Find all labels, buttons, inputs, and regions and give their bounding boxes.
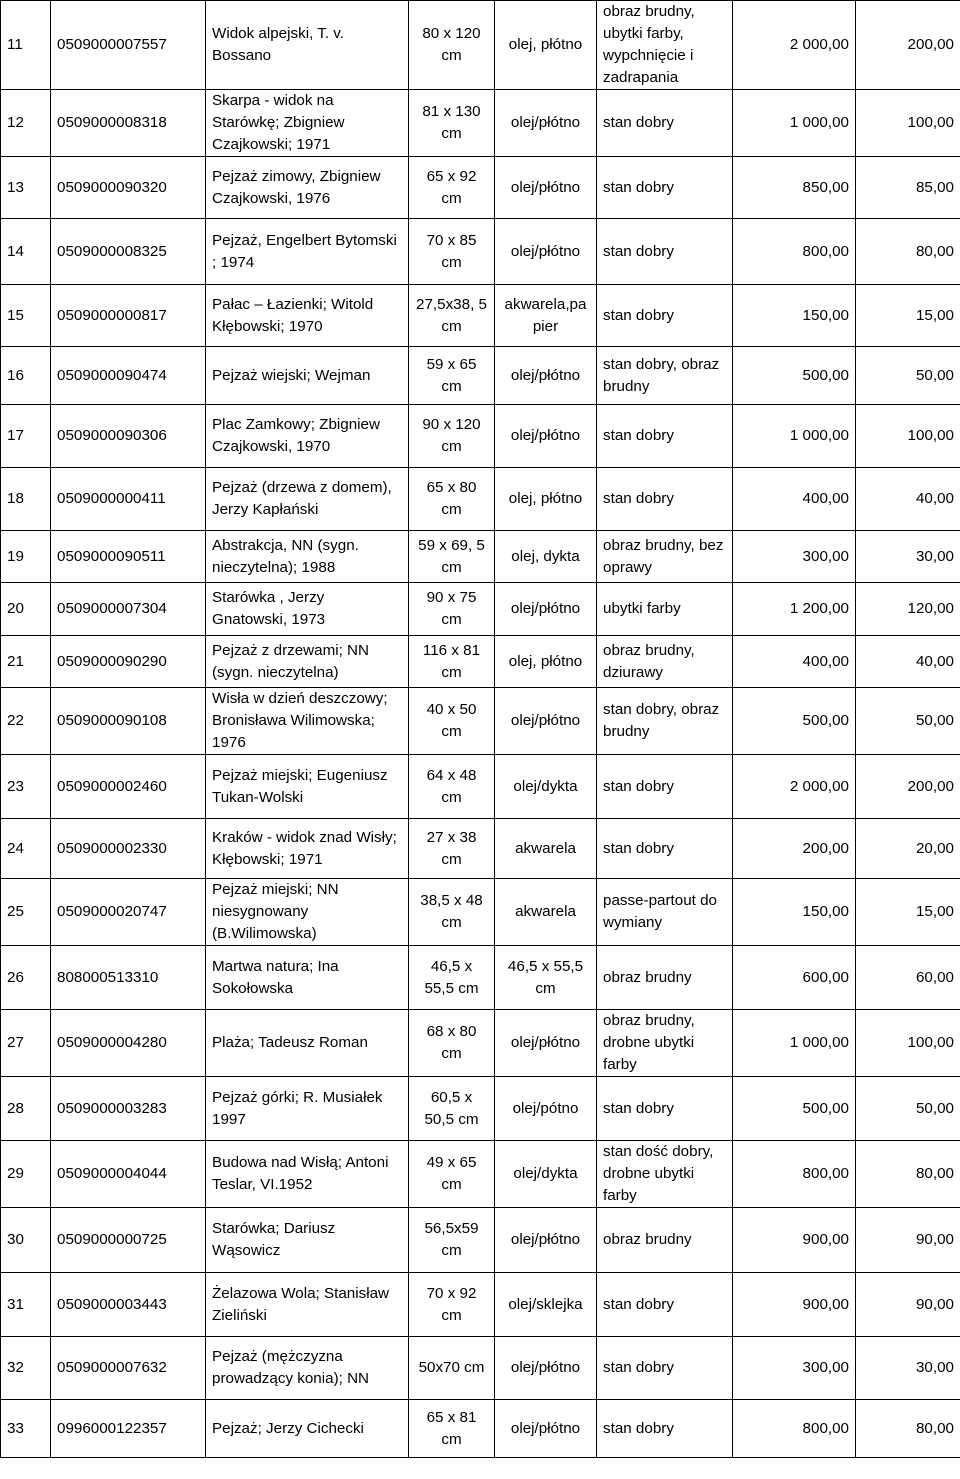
value-cell: 400,00	[733, 636, 856, 688]
row-number-cell: 11	[1, 1, 51, 90]
condition-cell: stan dobry	[597, 1077, 733, 1141]
painting-title-cell: Pejzaż (mężczyzna prowadzący konia); NN	[206, 1337, 409, 1400]
condition-cell: stan dobry	[597, 219, 733, 285]
inventory-number-cell: 0509000090306	[51, 405, 206, 468]
condition-cell: stan dobry	[597, 755, 733, 819]
inventory-number-cell: 0509000090511	[51, 531, 206, 583]
insured-value-cell: 30,00	[856, 531, 960, 583]
condition-cell: stan dobry, obraz brudny	[597, 347, 733, 405]
condition-cell: obraz brudny, ubytki farby, wypchnięcie i zadrapania	[597, 1, 733, 90]
painting-title-cell: Plaża; Tadeusz Roman	[206, 1010, 409, 1077]
insured-value-cell: 50,00	[856, 1077, 960, 1141]
condition-cell: passe-partout do wymiany	[597, 879, 733, 946]
condition-cell: obraz brudny	[597, 946, 733, 1010]
insured-value-cell: 20,00	[856, 819, 960, 879]
table-row	[1, 1077, 960, 1141]
insured-value-cell: 80,00	[856, 1141, 960, 1208]
value-cell: 1 000,00	[733, 405, 856, 468]
inventory-number-cell: 0509000090320	[51, 157, 206, 219]
table-row	[1, 1337, 960, 1400]
dimensions-cell: 27 x 38 cm	[409, 819, 495, 879]
value-cell: 300,00	[733, 531, 856, 583]
painting-title-cell: Pałac – Łazienki; Witold Kłębowski; 1970	[206, 285, 409, 347]
condition-cell: stan dobry	[597, 468, 733, 531]
painting-title-cell: Skarpa - widok na Starówkę; Zbigniew Czajkowski; 1971	[206, 90, 409, 157]
dimensions-cell: 38,5 x 48 cm	[409, 879, 495, 946]
condition-cell: obraz brudny, dziurawy	[597, 636, 733, 688]
dimensions-cell: 40 x 50 cm	[409, 688, 495, 755]
inventory-number-cell: 0509000020747	[51, 879, 206, 946]
insured-value-cell: 50,00	[856, 688, 960, 755]
condition-cell: stan dobry	[597, 1337, 733, 1400]
technique-cell: olej/pótno	[495, 1077, 597, 1141]
inventory-number-cell: 0509000000817	[51, 285, 206, 347]
technique-cell: olej/dykta	[495, 755, 597, 819]
row-number-cell: 21	[1, 636, 51, 688]
dimensions-cell: 56,5x59 cm	[409, 1208, 495, 1273]
insured-value-cell: 100,00	[856, 90, 960, 157]
value-cell: 500,00	[733, 347, 856, 405]
value-cell: 850,00	[733, 157, 856, 219]
inventory-number-cell: 0509000000411	[51, 468, 206, 531]
row-number-cell: 18	[1, 468, 51, 531]
table-row	[1, 1, 960, 90]
technique-cell: akwarela	[495, 879, 597, 946]
condition-cell: stan dobry	[597, 157, 733, 219]
technique-cell: olej/płótno	[495, 347, 597, 405]
technique-cell: akwarela,pa pier	[495, 285, 597, 347]
table-row	[1, 405, 960, 468]
insured-value-cell: 100,00	[856, 405, 960, 468]
condition-cell: stan dobry	[597, 819, 733, 879]
dimensions-cell: 65 x 80 cm	[409, 468, 495, 531]
insured-value-cell: 80,00	[856, 1400, 960, 1458]
painting-title-cell: Wisła w dzień deszczowy; Bronisława Wilimowska; 1976	[206, 688, 409, 755]
value-cell: 300,00	[733, 1337, 856, 1400]
table-row	[1, 285, 960, 347]
condition-cell: stan dobry	[597, 1273, 733, 1337]
technique-cell: olej, płótno	[495, 1, 597, 90]
technique-cell: olej, płótno	[495, 636, 597, 688]
painting-title-cell: Budowa nad Wisłą; Antoni Teslar, VI.1952	[206, 1141, 409, 1208]
technique-cell: olej/płótno	[495, 583, 597, 636]
value-cell: 600,00	[733, 946, 856, 1010]
row-number-cell: 25	[1, 879, 51, 946]
inventory-number-cell: 0509000002460	[51, 755, 206, 819]
inventory-number-cell: 0509000003283	[51, 1077, 206, 1141]
dimensions-cell: 68 x 80 cm	[409, 1010, 495, 1077]
insured-value-cell: 15,00	[856, 285, 960, 347]
technique-cell: 46,5 x 55,5 cm	[495, 946, 597, 1010]
insured-value-cell: 40,00	[856, 636, 960, 688]
row-number-cell: 32	[1, 1337, 51, 1400]
row-number-cell: 14	[1, 219, 51, 285]
inventory-number-cell: 0509000090474	[51, 347, 206, 405]
row-number-cell: 26	[1, 946, 51, 1010]
insured-value-cell: 100,00	[856, 1010, 960, 1077]
inventory-number-cell: 0509000090290	[51, 636, 206, 688]
row-number-cell: 30	[1, 1208, 51, 1273]
value-cell: 800,00	[733, 219, 856, 285]
condition-cell: stan dobry	[597, 90, 733, 157]
painting-title-cell: Pejzaż miejski; NN niesygnowany (B.Wilimowska)	[206, 879, 409, 946]
table-row	[1, 819, 960, 879]
row-number-cell: 20	[1, 583, 51, 636]
table-row	[1, 688, 960, 755]
value-cell: 2 000,00	[733, 1, 856, 90]
painting-title-cell: Pejzaż wiejski; Wejman	[206, 347, 409, 405]
dimensions-cell: 59 x 65 cm	[409, 347, 495, 405]
painting-title-cell: Żelazowa Wola; Stanisław Zieliński	[206, 1273, 409, 1337]
row-number-cell: 33	[1, 1400, 51, 1458]
dimensions-cell: 60,5 x 50,5 cm	[409, 1077, 495, 1141]
dimensions-cell: 90 x 120 cm	[409, 405, 495, 468]
technique-cell: olej/płótno	[495, 90, 597, 157]
inventory-number-cell: 0509000090108	[51, 688, 206, 755]
value-cell: 500,00	[733, 1077, 856, 1141]
inventory-number-cell: 0509000002330	[51, 819, 206, 879]
value-cell: 200,00	[733, 819, 856, 879]
inventory-number-cell: 0509000007304	[51, 583, 206, 636]
dimensions-cell: 27,5x38, 5 cm	[409, 285, 495, 347]
table-row	[1, 879, 960, 946]
painting-title-cell: Plac Zamkowy; Zbigniew Czajkowski, 1970	[206, 405, 409, 468]
table-row	[1, 347, 960, 405]
table-row	[1, 946, 960, 1010]
condition-cell: obraz brudny, drobne ubytki farby	[597, 1010, 733, 1077]
technique-cell: olej/płótno	[495, 688, 597, 755]
painting-title-cell: Pejzaż górki; R. Musiałek 1997	[206, 1077, 409, 1141]
painting-title-cell: Pejzaż z drzewami; NN (sygn. nieczytelna)	[206, 636, 409, 688]
insured-value-cell: 60,00	[856, 946, 960, 1010]
table-row	[1, 1208, 960, 1273]
condition-cell: stan dobry	[597, 285, 733, 347]
inventory-number-cell: 0509000000725	[51, 1208, 206, 1273]
table-row	[1, 1141, 960, 1208]
dimensions-cell: 81 x 130 cm	[409, 90, 495, 157]
row-number-cell: 16	[1, 347, 51, 405]
row-number-cell: 15	[1, 285, 51, 347]
value-cell: 400,00	[733, 468, 856, 531]
inventory-number-cell: 0996000122357	[51, 1400, 206, 1458]
table-row	[1, 1400, 960, 1458]
dimensions-cell: 80 x 120 cm	[409, 1, 495, 90]
table-row	[1, 219, 960, 285]
dimensions-cell: 46,5 x 55,5 cm	[409, 946, 495, 1010]
value-cell: 900,00	[733, 1273, 856, 1337]
dimensions-cell: 65 x 92 cm	[409, 157, 495, 219]
value-cell: 1 000,00	[733, 1010, 856, 1077]
insured-value-cell: 85,00	[856, 157, 960, 219]
inventory-number-cell: 0509000007557	[51, 1, 206, 90]
technique-cell: olej/płótno	[495, 1010, 597, 1077]
value-cell: 1 200,00	[733, 583, 856, 636]
technique-cell: akwarela	[495, 819, 597, 879]
technique-cell: olej/płótno	[495, 219, 597, 285]
painting-title-cell: Kraków - widok znad Wisły; Kłębowski; 1971	[206, 819, 409, 879]
row-number-cell: 31	[1, 1273, 51, 1337]
technique-cell: olej, płótno	[495, 468, 597, 531]
condition-cell: ubytki farby	[597, 583, 733, 636]
technique-cell: olej, dykta	[495, 531, 597, 583]
dimensions-cell: 59 x 69, 5 cm	[409, 531, 495, 583]
value-cell: 1 000,00	[733, 90, 856, 157]
dimensions-cell: 70 x 85 cm	[409, 219, 495, 285]
table-row	[1, 157, 960, 219]
value-cell: 150,00	[733, 879, 856, 946]
inventory-number-cell: 0509000007632	[51, 1337, 206, 1400]
table-row	[1, 755, 960, 819]
technique-cell: olej/płótno	[495, 157, 597, 219]
inventory-number-cell: 0509000003443	[51, 1273, 206, 1337]
painting-title-cell: Pejzaż miejski; Eugeniusz Tukan-Wolski	[206, 755, 409, 819]
painting-title-cell: Pejzaż; Jerzy Cichecki	[206, 1400, 409, 1458]
dimensions-cell: 116 x 81 cm	[409, 636, 495, 688]
insured-value-cell: 15,00	[856, 879, 960, 946]
row-number-cell: 19	[1, 531, 51, 583]
condition-cell: stan dobry	[597, 1400, 733, 1458]
technique-cell: olej/płótno	[495, 405, 597, 468]
inventory-number-cell: 0509000004044	[51, 1141, 206, 1208]
row-number-cell: 24	[1, 819, 51, 879]
table-row	[1, 1010, 960, 1077]
dimensions-cell: 64 x 48 cm	[409, 755, 495, 819]
painting-title-cell: Starówka; Dariusz Wąsowicz	[206, 1208, 409, 1273]
table-body	[1, 1, 960, 1458]
technique-cell: olej/sklejka	[495, 1273, 597, 1337]
inventory-number-cell: 808000513310	[51, 946, 206, 1010]
inventory-number-cell: 0509000008318	[51, 90, 206, 157]
painting-title-cell: Martwa natura; Ina Sokołowska	[206, 946, 409, 1010]
condition-cell: obraz brudny	[597, 1208, 733, 1273]
table-row	[1, 468, 960, 531]
row-number-cell: 29	[1, 1141, 51, 1208]
insured-value-cell: 90,00	[856, 1273, 960, 1337]
insured-value-cell: 120,00	[856, 583, 960, 636]
dimensions-cell: 49 x 65 cm	[409, 1141, 495, 1208]
row-number-cell: 22	[1, 688, 51, 755]
value-cell: 2 000,00	[733, 755, 856, 819]
technique-cell: olej/płótno	[495, 1400, 597, 1458]
table-row	[1, 583, 960, 636]
dimensions-cell: 65 x 81 cm	[409, 1400, 495, 1458]
painting-title-cell: Abstrakcja, NN (sygn. nieczytelna); 1988	[206, 531, 409, 583]
dimensions-cell: 90 x 75 cm	[409, 583, 495, 636]
dimensions-cell: 70 x 92 cm	[409, 1273, 495, 1337]
value-cell: 150,00	[733, 285, 856, 347]
table-row	[1, 531, 960, 583]
insured-value-cell: 50,00	[856, 347, 960, 405]
painting-title-cell: Pejzaż zimowy, Zbigniew Czajkowski, 1976	[206, 157, 409, 219]
inventory-number-cell: 0509000004280	[51, 1010, 206, 1077]
condition-cell: stan dobry	[597, 405, 733, 468]
row-number-cell: 23	[1, 755, 51, 819]
insured-value-cell: 90,00	[856, 1208, 960, 1273]
insured-value-cell: 200,00	[856, 755, 960, 819]
painting-title-cell: Pejzaż (drzewa z domem), Jerzy Kapłański	[206, 468, 409, 531]
table-row	[1, 90, 960, 157]
value-cell: 500,00	[733, 688, 856, 755]
row-number-cell: 27	[1, 1010, 51, 1077]
condition-cell: obraz brudny, bez oprawy	[597, 531, 733, 583]
row-number-cell: 13	[1, 157, 51, 219]
row-number-cell: 17	[1, 405, 51, 468]
value-cell: 900,00	[733, 1208, 856, 1273]
painting-title-cell: Widok alpejski, T. v. Bossano	[206, 1, 409, 90]
insured-value-cell: 200,00	[856, 1, 960, 90]
technique-cell: olej/dykta	[495, 1141, 597, 1208]
insured-value-cell: 40,00	[856, 468, 960, 531]
condition-cell: stan dość dobry, drobne ubytki farby	[597, 1141, 733, 1208]
insured-value-cell: 30,00	[856, 1337, 960, 1400]
table-row	[1, 636, 960, 688]
inventory-number-cell: 0509000008325	[51, 219, 206, 285]
dimensions-cell: 50x70 cm	[409, 1337, 495, 1400]
row-number-cell: 12	[1, 90, 51, 157]
row-number-cell: 28	[1, 1077, 51, 1141]
insured-value-cell: 80,00	[856, 219, 960, 285]
table-row	[1, 1273, 960, 1337]
technique-cell: olej/płótno	[495, 1337, 597, 1400]
technique-cell: olej/płótno	[495, 1208, 597, 1273]
condition-cell: stan dobry, obraz brudny	[597, 688, 733, 755]
value-cell: 800,00	[733, 1400, 856, 1458]
value-cell: 800,00	[733, 1141, 856, 1208]
painting-title-cell: Starówka , Jerzy Gnatowski, 1973	[206, 583, 409, 636]
painting-title-cell: Pejzaż, Engelbert Bytomski ; 1974	[206, 219, 409, 285]
